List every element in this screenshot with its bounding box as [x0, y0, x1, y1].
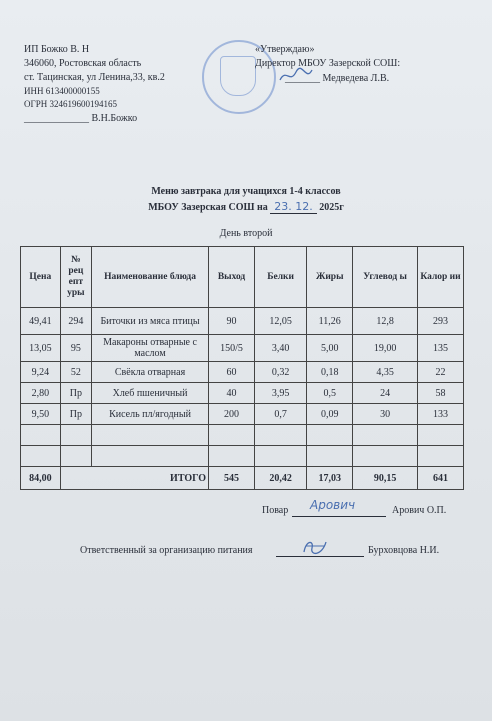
cell-carbs: 4,35 — [353, 362, 418, 383]
cell-dish: Кисель пл/ягодный — [92, 404, 209, 425]
cell-price: 49,41 — [21, 308, 61, 335]
cell-fat: 11,26 — [307, 308, 353, 335]
responsible-label: Ответственный за организацию питания — [80, 545, 253, 556]
director-signature-icon — [278, 66, 314, 86]
header-cell: Цена — [21, 247, 61, 308]
table-row-empty — [21, 425, 464, 446]
stamp-emblem-icon — [220, 56, 256, 96]
cell-recipe: Пр — [60, 404, 91, 425]
approve-label: «Утверждаю» — [255, 44, 315, 55]
menu-day: День второй — [219, 228, 273, 239]
menu-title-line1: Меню завтрака для учащихся 1-4 классов — [151, 186, 341, 197]
seller-name: ИП Божко В. Н — [24, 44, 90, 55]
header-cell: Жиры — [307, 247, 353, 308]
cell-calories: 293 — [417, 308, 463, 335]
cell-protein: 0,32 — [255, 362, 307, 383]
cook-name: Арович О.П. — [392, 505, 447, 516]
seller-signature-line: _____________ В.Н.Божко — [24, 113, 138, 124]
cell-dish: Хлеб пшеничный — [92, 383, 209, 404]
menu-table — [20, 246, 464, 490]
cell-recipe: Пр — [60, 383, 91, 404]
cell-fat: 0,5 — [307, 383, 353, 404]
menu-title-line2 — [0, 200, 492, 213]
cell-calories: 135 — [417, 335, 463, 362]
table-row-empty — [21, 446, 464, 467]
cell-recipe: 294 — [60, 308, 91, 335]
header-cell: Белки — [255, 247, 307, 308]
cell-calories: 22 — [417, 362, 463, 383]
header-cell: Выход — [209, 247, 255, 308]
cell-carbs: 24 — [353, 383, 418, 404]
cell-dish: Биточки из мяса птицы — [92, 308, 209, 335]
seller-ogrn: ОГРН 324619600194165 — [24, 99, 117, 109]
cell-output: 200 — [209, 404, 255, 425]
table-row — [21, 308, 464, 335]
title-prefix: МБОУ Зазерская СОШ на — [148, 202, 268, 213]
cell-fat: 5,00 — [307, 335, 353, 362]
cell-price: 13,05 — [21, 335, 61, 362]
cell-recipe: 95 — [60, 335, 91, 362]
approve-director: Директор МБОУ Зазерской СОШ: — [255, 58, 401, 69]
total-protein: 20,42 — [255, 467, 307, 490]
cell-carbs: 12,8 — [353, 308, 418, 335]
header-cell: Калор ии — [417, 247, 463, 308]
approve-signature-line: _______ Медведева Л.В. — [285, 73, 390, 84]
responsible-signature-icon — [300, 536, 330, 558]
cell-calories: 58 — [417, 383, 463, 404]
cell-fat: 0,18 — [307, 362, 353, 383]
table-row — [21, 404, 464, 425]
cell-protein: 3,95 — [255, 383, 307, 404]
table-row — [21, 383, 464, 404]
total-label: ИТОГО — [60, 467, 208, 490]
cell-protein: 0,7 — [255, 404, 307, 425]
cell-carbs: 19,00 — [353, 335, 418, 362]
cook-signature-line — [292, 516, 386, 517]
total-price: 84,00 — [21, 467, 61, 490]
header-cell: № рец епт уры — [60, 247, 91, 308]
seller-inn: ИНН 613400000155 — [24, 86, 100, 96]
cell-output: 90 — [209, 308, 255, 335]
total-fat: 17,03 — [307, 467, 353, 490]
total-output: 545 — [209, 467, 255, 490]
responsible-name: Бурховцова Н.И. — [368, 545, 440, 556]
table-header-row — [21, 247, 464, 308]
cell-output: 40 — [209, 383, 255, 404]
table-total-row — [21, 467, 464, 490]
cell-fat: 0,09 — [307, 404, 353, 425]
cell-protein: 3,40 — [255, 335, 307, 362]
header-cell: Наименование блюда — [92, 247, 209, 308]
title-suffix: 2025г — [319, 202, 344, 213]
seller-address-2: ст. Тацинская, ул Ленина,33, кв.2 — [24, 72, 165, 83]
table-row — [21, 335, 464, 362]
seller-address-1: 346060, Ростовская область — [24, 58, 142, 69]
header-cell: Углевод ы — [353, 247, 418, 308]
cell-carbs: 30 — [353, 404, 418, 425]
cell-price: 2,80 — [21, 383, 61, 404]
cell-protein: 12,05 — [255, 308, 307, 335]
cell-output: 150/5 — [209, 335, 255, 362]
handwritten-date: 23. 12. — [270, 200, 316, 214]
cell-dish: Макароны отварные с маслом — [92, 335, 209, 362]
table-row — [21, 362, 464, 383]
cell-output: 60 — [209, 362, 255, 383]
total-carbs: 90,15 — [353, 467, 418, 490]
cell-recipe: 52 — [60, 362, 91, 383]
cell-dish: Свёкла отварная — [92, 362, 209, 383]
cell-calories: 133 — [417, 404, 463, 425]
total-calories: 641 — [417, 467, 463, 490]
cell-price: 9,24 — [21, 362, 61, 383]
cook-signature: Арович — [310, 498, 356, 512]
cook-label: Повар — [262, 505, 289, 516]
cell-price: 9,50 — [21, 404, 61, 425]
